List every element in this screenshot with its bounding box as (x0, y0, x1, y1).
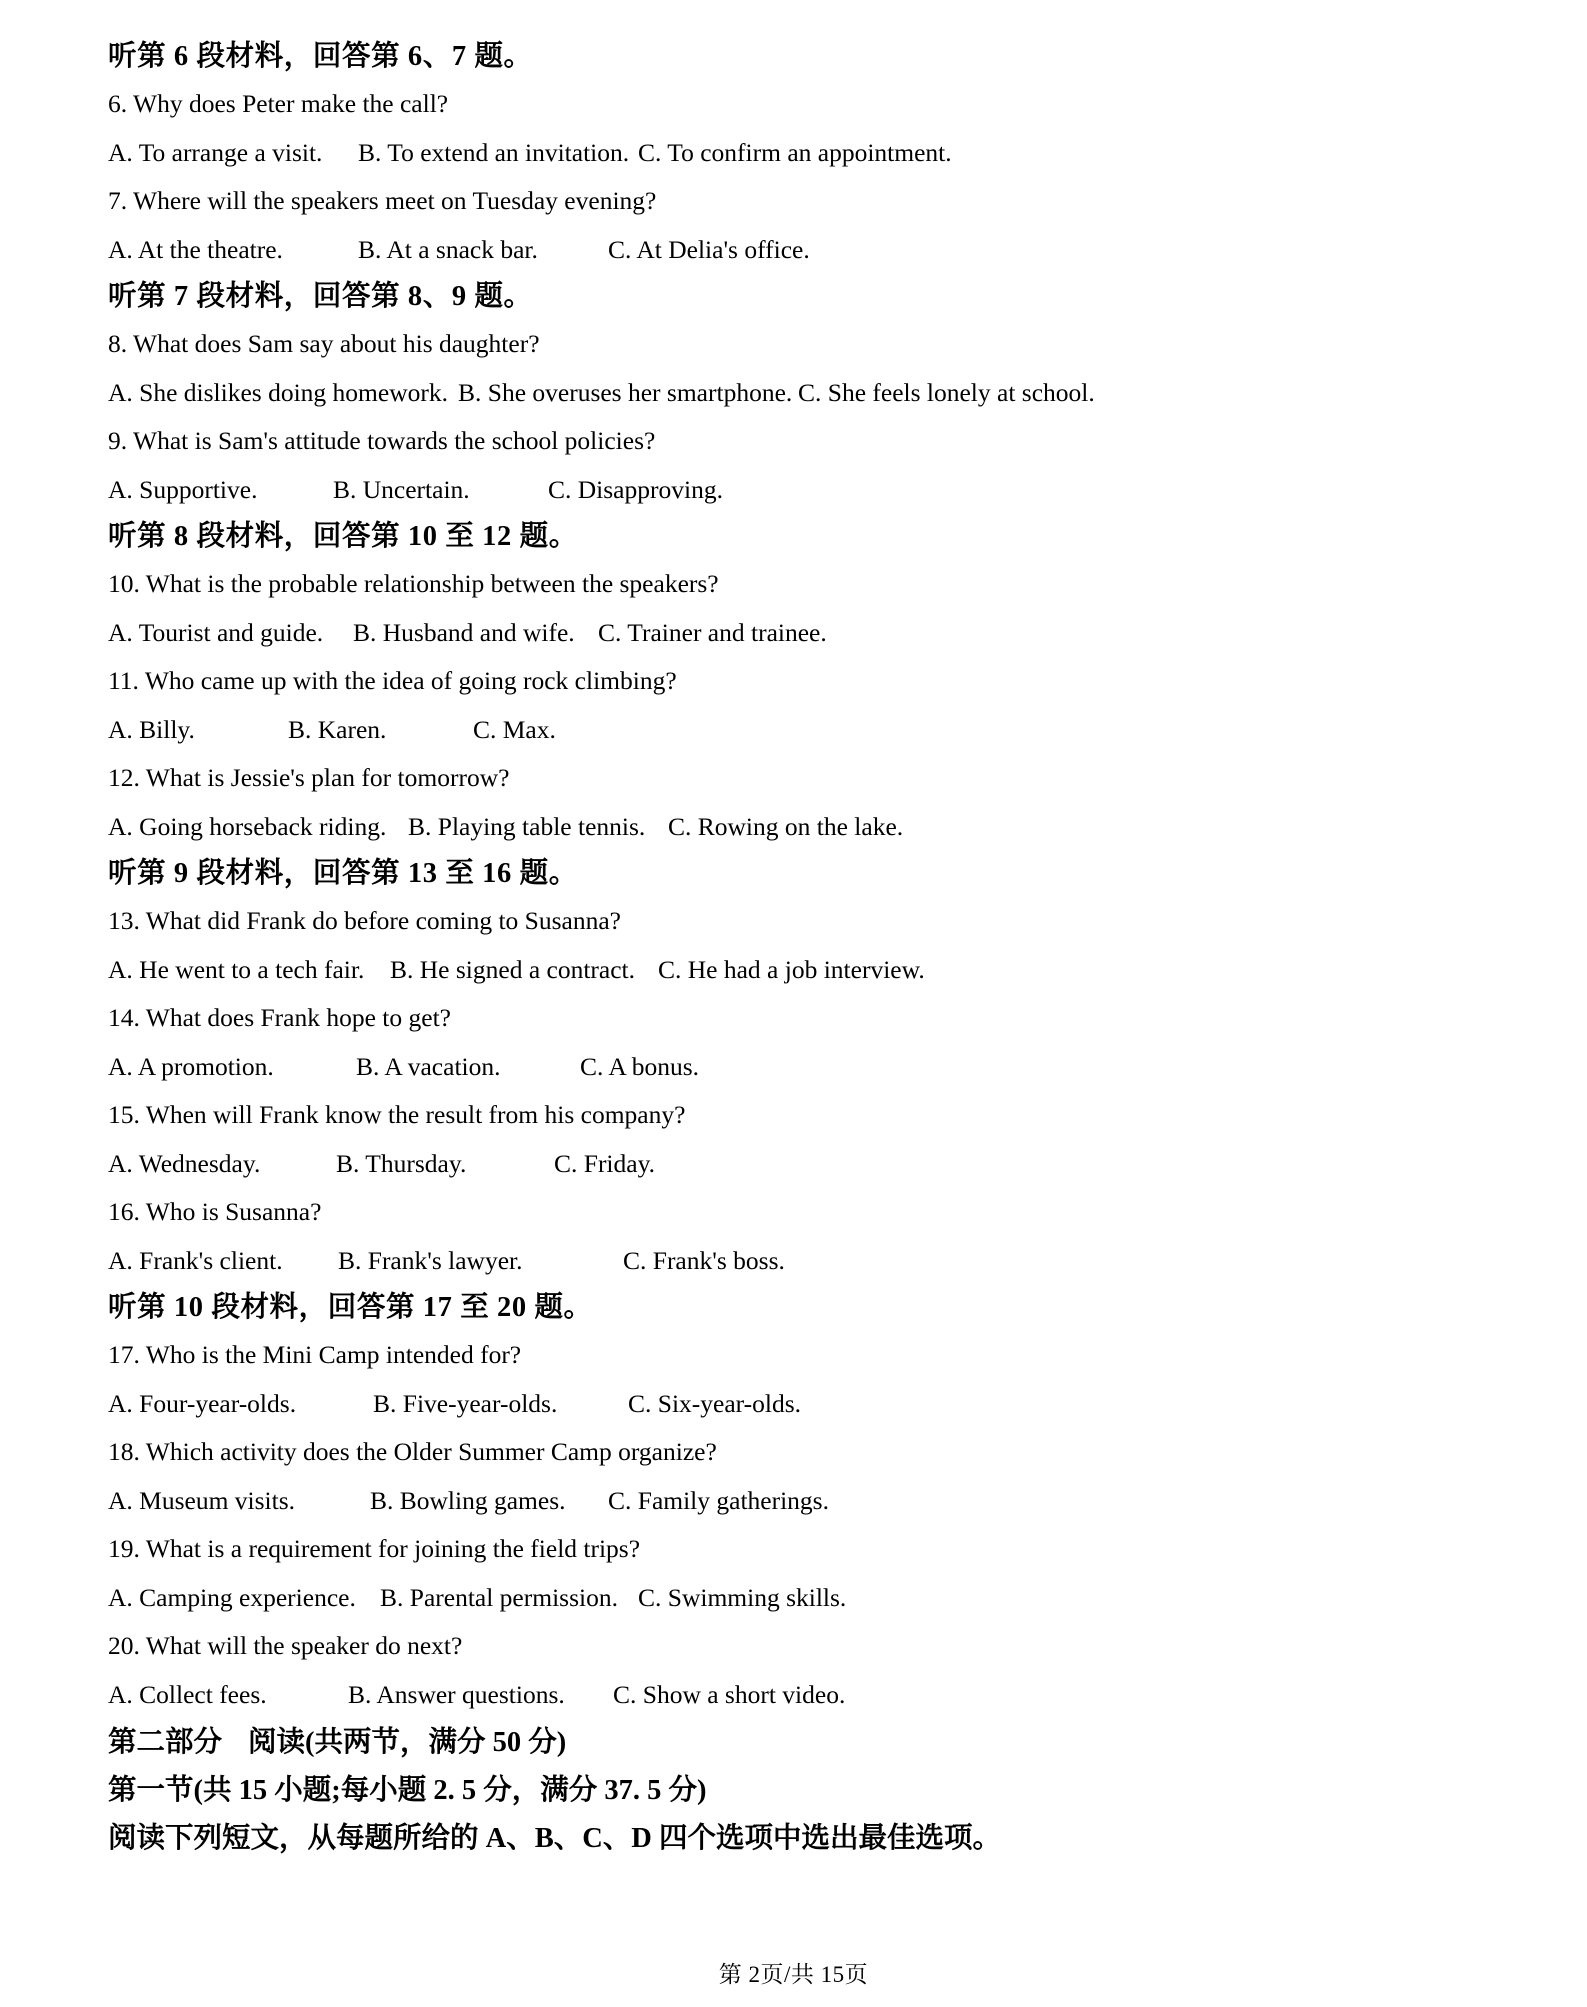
option-a[interactable]: A. Going horseback riding. (108, 811, 387, 841)
listening-section-9 (108, 851, 1467, 1285)
section-heading-9: 听第 9 段材料，回答第 13 至 16 题。 (108, 858, 578, 889)
question-options-15 (108, 1140, 1467, 1189)
question-stem-13: 13. What did Frank do before coming to Susanna? (108, 906, 621, 935)
option-b[interactable]: B. Husband and wife. (353, 617, 575, 647)
part-two-title-label: 第二部分 (108, 1727, 223, 1758)
question-stem-8: 8. What does Sam say about his daughter? (108, 329, 540, 358)
question-options-10 (108, 609, 1467, 658)
section-heading-6: 听第 6 段材料，回答第 6、7 题。 (108, 41, 533, 72)
part-two-instruction: 阅读下列短文，从每题所给的 A、B、C、D 四个选项中选出最佳选项。 (108, 1823, 1002, 1854)
option-a[interactable]: A. He went to a tech fair. (108, 954, 365, 984)
question-options-9 (108, 466, 1467, 515)
option-b[interactable]: B. A vacation. (356, 1051, 501, 1081)
question-stem-20: 20. What will the speaker do next? (108, 1631, 463, 1660)
listening-section-7 (108, 274, 1467, 514)
listening-section-6 (108, 34, 1467, 274)
question-stem-15: 15. When will Frank know the result from his company? (108, 1100, 686, 1129)
option-a[interactable]: A. Billy. (108, 714, 195, 744)
question-stem-16: 16. Who is Susanna? (108, 1197, 322, 1226)
question-stem-12: 12. What is Jessie's plan for tomorrow? (108, 763, 510, 792)
section-heading-10: 听第 10 段材料，回答第 17 至 20 题。 (108, 1292, 593, 1323)
question-options-20 (108, 1671, 1467, 1720)
question-stem-10: 10. What is the probable relationship between the speakers? (108, 569, 719, 598)
question-options-13 (108, 946, 1467, 995)
question-stem-19: 19. What is a requirement for joining the field trips? (108, 1534, 641, 1563)
question-options-6 (108, 129, 1467, 178)
part-two-title (108, 1719, 1467, 1767)
question-options-19 (108, 1574, 1467, 1623)
option-b[interactable]: B. Five-year-olds. (373, 1388, 558, 1418)
question-stem-9: 9. What is Sam's attitude towards the school policies? (108, 426, 656, 455)
option-c[interactable]: C. Trainer and trainee. (598, 617, 827, 647)
option-b[interactable]: B. Frank's lawyer. (338, 1245, 523, 1275)
part-two-block (108, 1719, 1467, 1863)
question-stem-11: 11. Who came up with the idea of going rock climbing? (108, 666, 677, 695)
option-a[interactable]: A. Frank's client. (108, 1245, 283, 1275)
option-c[interactable]: C. At Delia's office. (608, 234, 810, 264)
option-b[interactable]: B. Parental permission. (380, 1582, 618, 1612)
option-a[interactable]: A. Wednesday. (108, 1148, 261, 1178)
question-stem-7: 7. Where will the speakers meet on Tuesday evening? (108, 186, 657, 215)
question-options-14 (108, 1043, 1467, 1092)
question-options-18 (108, 1477, 1467, 1526)
option-b[interactable]: B. Uncertain. (333, 474, 470, 504)
option-b[interactable]: B. Karen. (288, 714, 387, 744)
option-a[interactable]: A. To arrange a visit. (108, 137, 323, 167)
option-a[interactable]: A. She dislikes doing homework. (108, 377, 448, 407)
option-b[interactable]: B. Answer questions. (348, 1679, 565, 1709)
option-a[interactable]: A. At the theatre. (108, 234, 283, 264)
part-two-section-one: 第一节(共 15 小题;每小题 2. 5 分，满分 37. 5 分) (108, 1775, 707, 1806)
question-stem-14: 14. What does Frank hope to get? (108, 1003, 451, 1032)
option-a[interactable]: A. Collect fees. (108, 1679, 267, 1709)
option-c[interactable]: C. Disapproving. (548, 474, 723, 504)
option-c[interactable]: C. Family gatherings. (608, 1485, 829, 1515)
option-a[interactable]: A. A promotion. (108, 1051, 274, 1081)
question-stem-18: 18. Which activity does the Older Summer Camp organize? (108, 1437, 717, 1466)
option-b[interactable]: B. Playing table tennis. (408, 811, 646, 841)
option-b[interactable]: B. He signed a contract. (390, 954, 636, 984)
option-c[interactable]: C. Rowing on the lake. (668, 811, 904, 841)
question-options-17 (108, 1380, 1467, 1429)
question-stem-17: 17. Who is the Mini Camp intended for? (108, 1340, 522, 1369)
option-b[interactable]: B. To extend an invitation. (358, 137, 630, 167)
option-c[interactable]: C. Swimming skills. (638, 1582, 847, 1612)
option-c[interactable]: C. To confirm an appointment. (638, 137, 952, 167)
option-b[interactable]: B. Bowling games. (370, 1485, 566, 1515)
option-c[interactable]: C. Six-year-olds. (628, 1388, 802, 1418)
section-heading-7: 听第 7 段材料，回答第 8、9 题。 (108, 281, 533, 312)
option-c[interactable]: C. Show a short video. (613, 1679, 846, 1709)
option-c[interactable]: C. A bonus. (580, 1051, 700, 1081)
option-a[interactable]: A. Camping experience. (108, 1582, 356, 1612)
question-options-8 (108, 369, 1467, 418)
option-b[interactable]: B. At a snack bar. (358, 234, 538, 264)
listening-section-8 (108, 514, 1467, 851)
question-options-12 (108, 803, 1467, 852)
option-a[interactable]: A. Supportive. (108, 474, 258, 504)
option-c[interactable]: C. She feels lonely at school. (798, 377, 1095, 407)
option-c[interactable]: C. Max. (473, 714, 556, 744)
question-options-11 (108, 706, 1467, 755)
question-options-7 (108, 226, 1467, 275)
option-a[interactable]: A. Four-year-olds. (108, 1388, 297, 1418)
question-options-16 (108, 1237, 1467, 1286)
page-footer: 第 2页/共 15页 (718, 1962, 869, 1987)
question-stem-6: 6. Why does Peter make the call? (108, 89, 449, 118)
section-heading-8: 听第 8 段材料，回答第 10 至 12 题。 (108, 521, 578, 552)
part-two-title-detail: 阅读(共两节，满分 50 分) (248, 1727, 567, 1758)
option-b[interactable]: B. She overuses her smartphone. (458, 377, 793, 407)
option-b[interactable]: B. Thursday. (336, 1148, 467, 1178)
option-a[interactable]: A. Museum visits. (108, 1485, 296, 1515)
listening-section-10 (108, 1285, 1467, 1719)
option-c[interactable]: C. Frank's boss. (623, 1245, 785, 1275)
option-c[interactable]: C. Friday. (554, 1148, 656, 1178)
option-a[interactable]: A. Tourist and guide. (108, 617, 324, 647)
option-c[interactable]: C. He had a job interview. (658, 954, 925, 984)
